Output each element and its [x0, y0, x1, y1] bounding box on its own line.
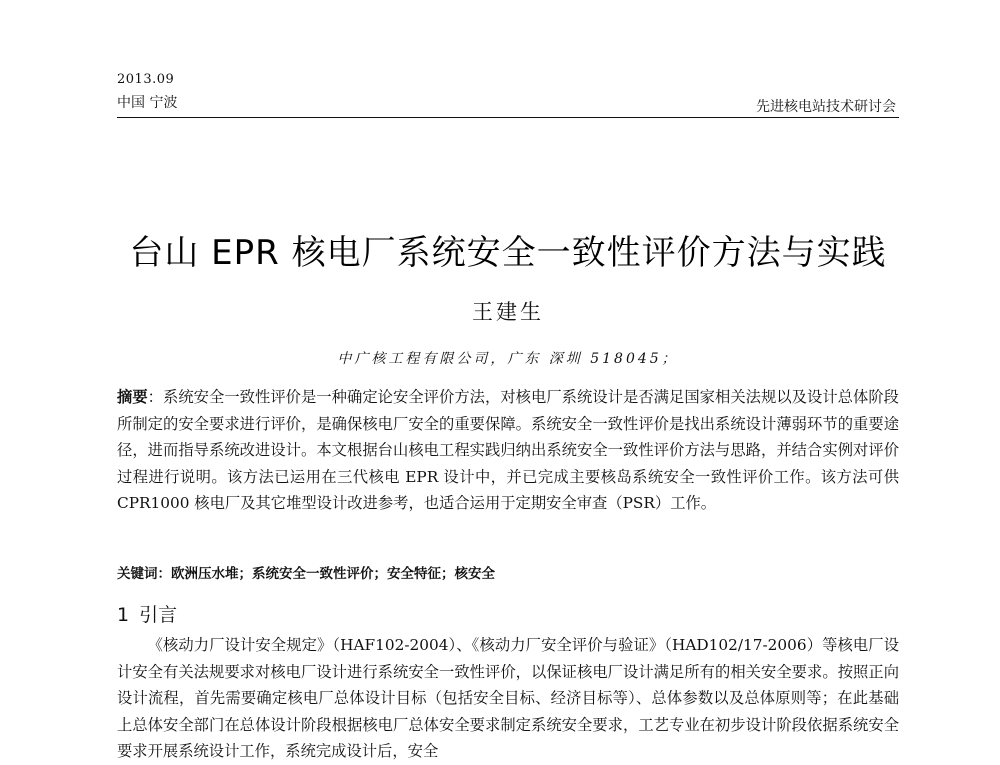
section-body — [117, 632, 899, 765]
body-paragraph: 《核动力厂设计安全规定》（HAF102-2004）、《核动力厂安全评价与验证》（HAD102/17-2006）等核电厂设计安全有关法规要求对核电厂设计进行系统安全一致性评价，以保证核电厂设计满足所有的相关安全要求。按照正向设计流程，首先需要确定核电厂总体设计目标（包括安全目标、经济目标等）、总体参数以及总体原则等；在此基础上总体安全部门在总体设计阶段根据核电厂总体安全要求制定系统安全要求，工艺专业在初步设计阶段依据系统安全要求开展系统设计工作，系统完成设计后，安全 — [117, 636, 899, 760]
section-number: 1 — [117, 604, 130, 626]
paper-author: 王建生 — [472, 300, 544, 324]
keywords — [117, 562, 899, 582]
keywords-label: 关键词： — [117, 566, 171, 582]
abstract-text: ：系统安全一致性评价是一种确定论安全评价方法，对核电厂系统设计是否满足国家相关法规以及设计总体阶段所制定的安全要求进行评价，是确保核电厂安全的重要保障。系统安全一致性评价是找出系统设计薄弱环节的重要途径，进而指导系统改进设计。本文根据台山核电工程实践归纳出系统安全一致性评价方法与思路，并结合实例对评价过程进行说明。该方法已运用在三代核电 EPR 设计中，并已完成主要核岛系统安全一致性评价工作。该方法可供 CPR1000 核电厂及其它堆型设计改进参考，也适合运用于定期安全审查（PSR）工作。 — [117, 388, 899, 512]
header-location: 中国 宁波 — [117, 95, 178, 111]
keywords-text: 欧洲压水堆；系统安全一致性评价；安全特征；核安全 — [171, 566, 495, 582]
paper-title: 台山 EPR 核电厂系统安全一致性评价方法与实践 — [129, 233, 887, 273]
abstract-label: 摘要 — [117, 388, 148, 406]
header-conference: 先进核电站技术研讨会 — [756, 99, 896, 115]
section-heading — [117, 600, 177, 627]
section-title: 引言 — [139, 604, 178, 626]
paper-affiliation: 中广核工程有限公司，广东 深圳 518045； — [337, 351, 679, 367]
header-date: 2013.09 — [117, 72, 175, 87]
header-rule — [117, 117, 899, 118]
abstract — [117, 384, 899, 517]
